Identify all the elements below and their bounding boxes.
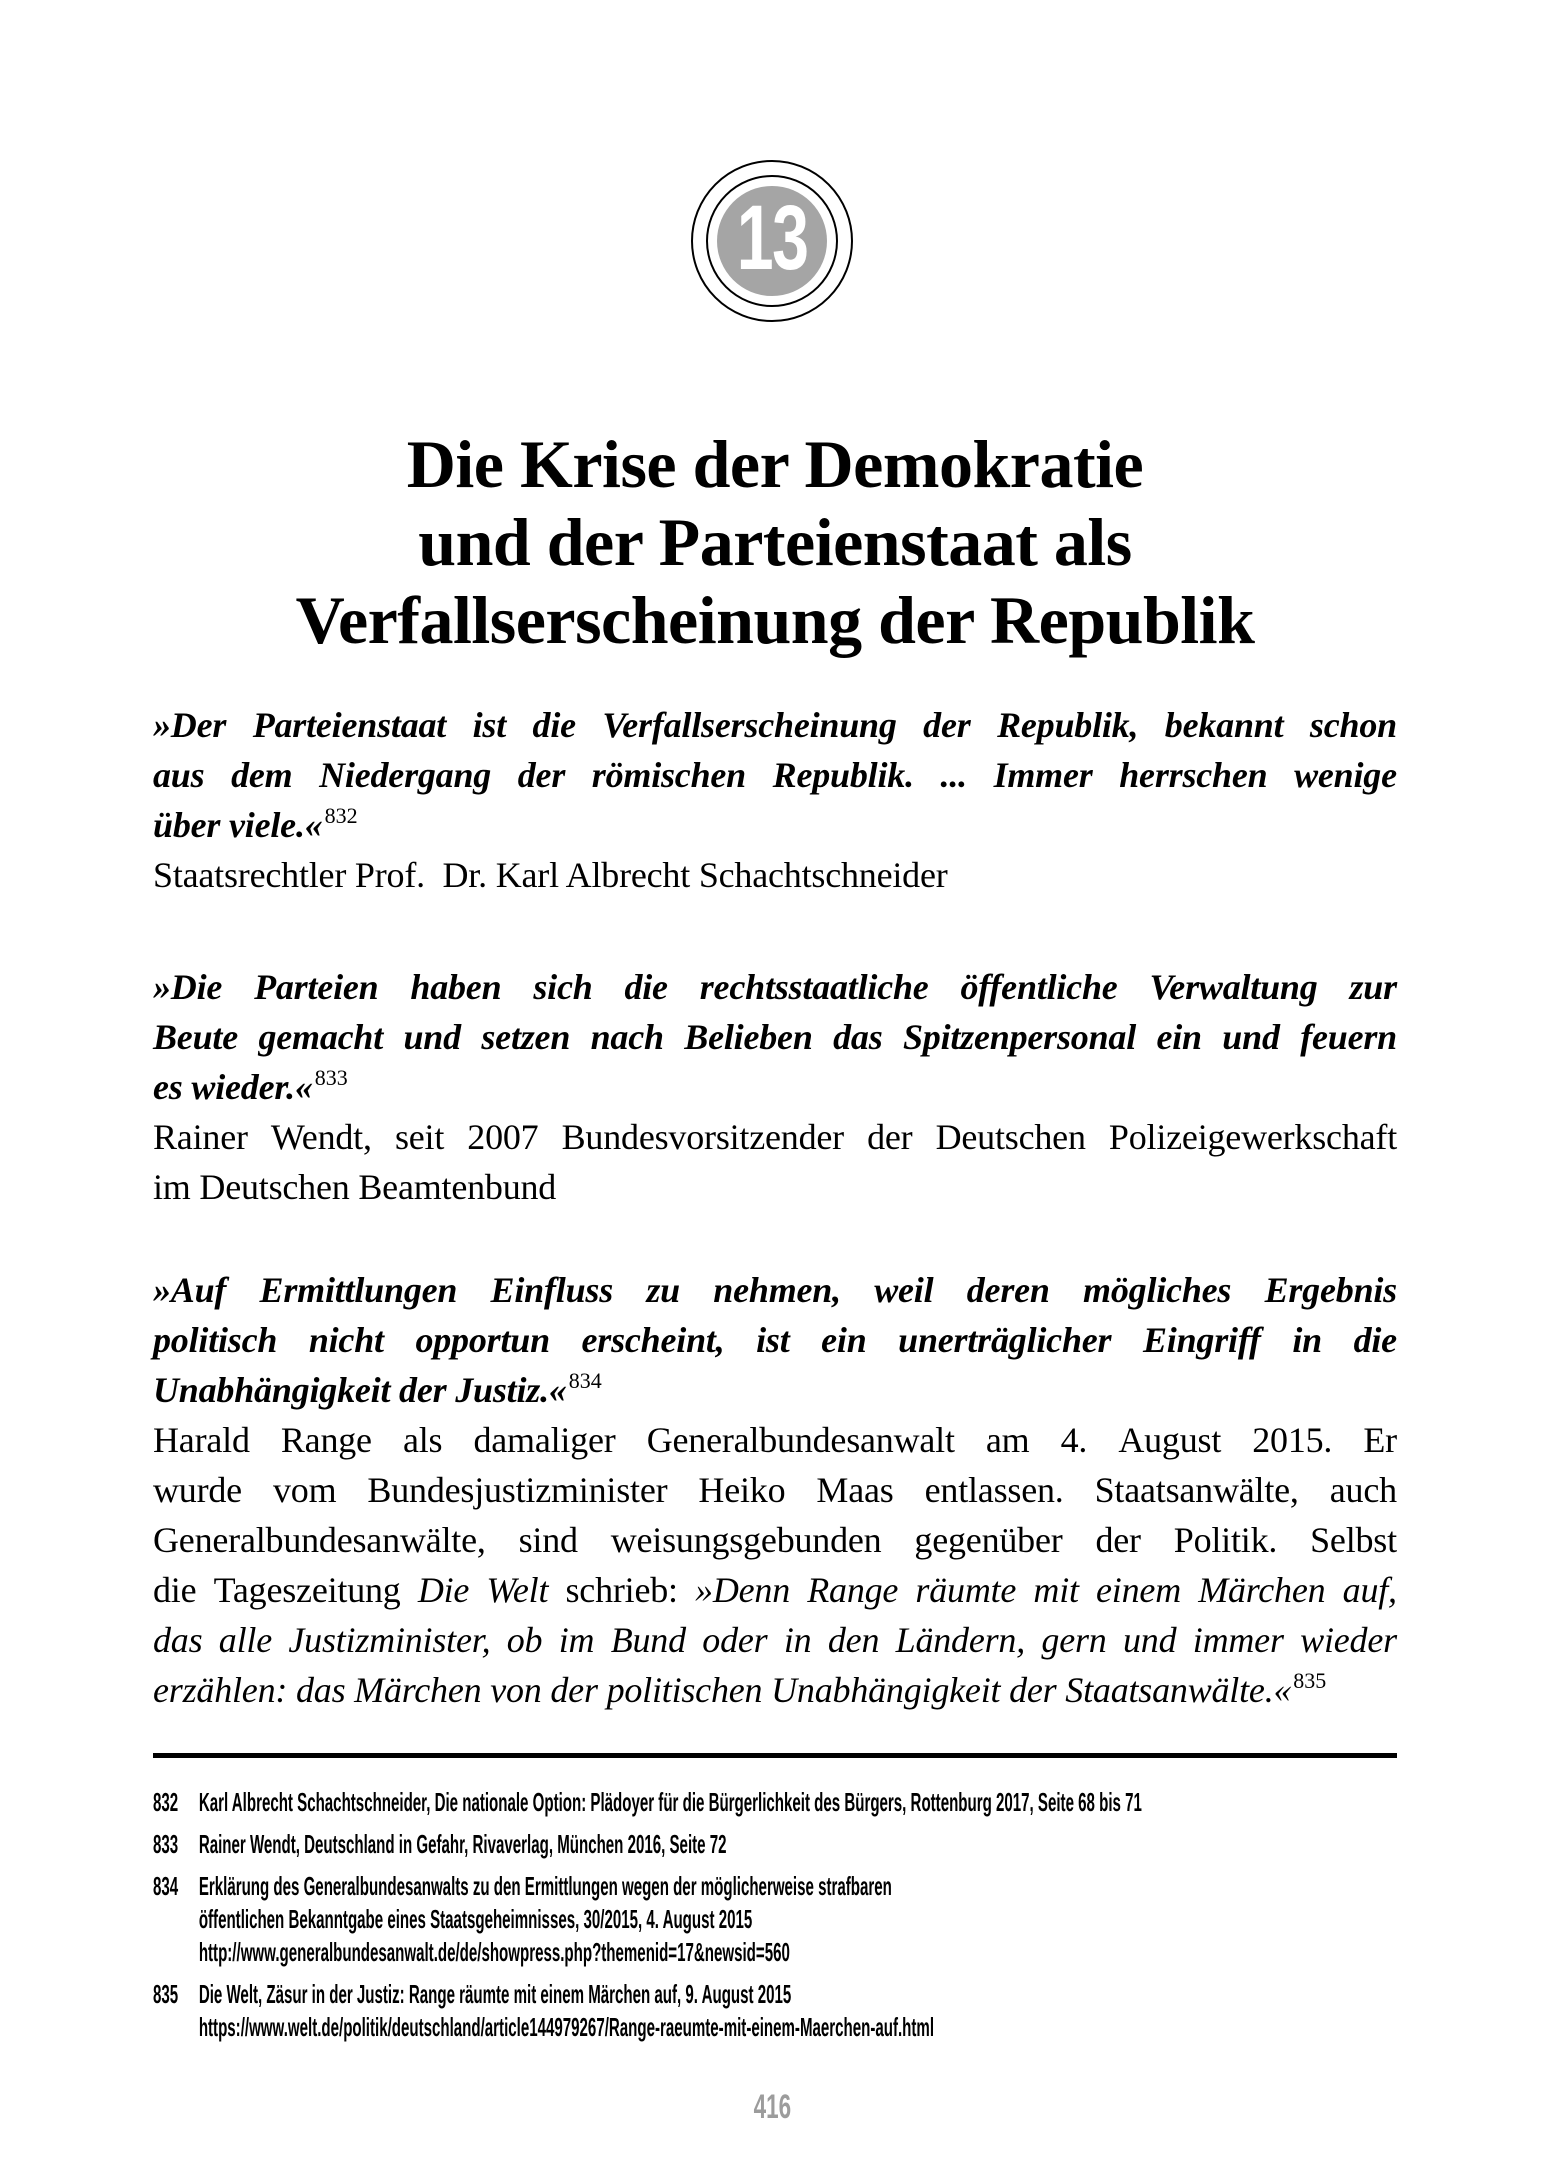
text-segment: Staatsrechtler Prof. Dr. Karl Albrecht Schachtschneider xyxy=(153,855,948,895)
badge-inner-ring xyxy=(706,175,838,307)
word: immer xyxy=(1192,1620,1284,1660)
word: bekannt xyxy=(1164,705,1284,745)
footnote-entry xyxy=(153,1828,1397,1861)
word: Heiko xyxy=(698,1470,786,1510)
word: den xyxy=(827,1620,880,1660)
word: Belieben xyxy=(684,1017,813,1057)
word: das xyxy=(153,1620,203,1660)
footnote-number: 835 xyxy=(153,1979,179,2009)
word: Rainer xyxy=(153,1117,248,1157)
word: räumte xyxy=(915,1570,1017,1610)
word: aus xyxy=(153,755,205,795)
word: wenige xyxy=(1294,755,1397,795)
word: Spitzenpersonal xyxy=(902,1017,1137,1057)
word: der xyxy=(923,705,971,745)
word: seit xyxy=(394,1117,445,1157)
word: mit xyxy=(1033,1570,1079,1610)
word: Niedergang xyxy=(319,755,492,795)
word: weil xyxy=(874,1270,934,1310)
quote-attribution-2 xyxy=(153,1112,1397,1212)
chapter-number: 13 xyxy=(736,187,808,289)
title-line: Verfallserscheinung der Republik xyxy=(295,582,1255,658)
footnote-rule xyxy=(153,1753,1397,1758)
word: auch xyxy=(1329,1470,1397,1510)
badge-circle xyxy=(717,186,827,296)
word: Bundesvorsitzender xyxy=(561,1117,844,1157)
word: Selbst xyxy=(1310,1520,1397,1560)
word: oder xyxy=(702,1620,768,1660)
text-line xyxy=(153,1465,1397,1515)
text-segment: über viele.« xyxy=(153,805,323,845)
word: herrschen xyxy=(1119,755,1268,795)
text-line xyxy=(153,1515,1397,1565)
footnote-number: 833 xyxy=(153,1829,179,1859)
footnote-text xyxy=(199,1828,1397,1861)
text-line xyxy=(153,850,1397,900)
word: ... xyxy=(940,755,967,795)
word: einem xyxy=(1096,1570,1181,1610)
word: Polizeigewerkschaft xyxy=(1108,1117,1397,1157)
word: setzen xyxy=(481,1017,571,1057)
word: der xyxy=(867,1117,913,1157)
text-segment: erzählen: das Märchen von der politischen Unabhängigkeit der Staatsanwälte.« xyxy=(153,1670,1292,1710)
word: der xyxy=(517,755,566,795)
word: Bund xyxy=(610,1620,686,1660)
text-line xyxy=(153,800,1397,850)
text-segment: im Deutschen Beamtenbund xyxy=(153,1167,557,1207)
word: Verfallserscheinung xyxy=(602,705,897,745)
footnote-entry xyxy=(153,1870,1397,1969)
word: Ländern, xyxy=(895,1620,1026,1660)
word: Bundesjustizminister xyxy=(367,1470,668,1510)
word: Märchen xyxy=(1198,1570,1326,1610)
word: römischen xyxy=(591,755,747,795)
word: das xyxy=(833,1017,883,1057)
word: deren xyxy=(966,1270,1050,1310)
footnotes-section xyxy=(153,1786,1397,2044)
word: Tageszeitung xyxy=(213,1570,401,1610)
word: Republik, xyxy=(997,705,1139,745)
word: Harald xyxy=(153,1420,250,1460)
word: weisungsgebunden xyxy=(610,1520,882,1560)
footnote-text xyxy=(199,1978,1397,2044)
footnote-number: 832 xyxy=(153,1787,179,1817)
word: »Denn xyxy=(695,1570,791,1610)
footnote-text xyxy=(199,1786,1397,1819)
word: »Auf xyxy=(153,1270,227,1310)
word: erscheint, xyxy=(581,1320,725,1360)
word: der xyxy=(1095,1520,1141,1560)
word: die xyxy=(153,1570,197,1610)
word: die xyxy=(1353,1320,1397,1360)
word: in xyxy=(1292,1320,1322,1360)
word: nehmen, xyxy=(713,1270,841,1310)
footnote-line: Die Welt, Zäsur in der Justiz: Range räumte mit einem Märchen auf, 9. August 2015 xyxy=(198,1979,792,2009)
text-line xyxy=(153,1615,1397,1665)
footnote-line: öffentlichen Bekanntgabe eines Staatsgeheimnisses, 30/2015, 4. August 2015 xyxy=(198,1904,753,1934)
word: öffentliche xyxy=(960,967,1118,1007)
word: in xyxy=(783,1620,812,1660)
word: nicht xyxy=(308,1320,384,1360)
footnote-entry xyxy=(153,1786,1397,1819)
quote-3 xyxy=(153,1265,1397,1415)
text-line xyxy=(153,962,1397,1012)
page-number: 416 xyxy=(753,2088,791,2126)
word: opportun xyxy=(415,1320,550,1360)
text-line xyxy=(153,700,1397,750)
word: 2015. xyxy=(1252,1420,1333,1460)
word: vom xyxy=(272,1470,337,1510)
word: alle xyxy=(218,1620,272,1660)
word: Range xyxy=(807,1570,899,1610)
footnote-reference: 834 xyxy=(568,1368,602,1393)
word: Generalbundesanwalt xyxy=(646,1420,955,1460)
word: Wendt, xyxy=(270,1117,372,1157)
text-line xyxy=(153,1265,1397,1315)
footnote-reference: 833 xyxy=(314,1065,348,1090)
body-paragraph xyxy=(153,1415,1397,1715)
word: Maas xyxy=(816,1470,894,1510)
footnote-line: Karl Albrecht Schachtschneider, Die nationale Option: Plädoyer für die Bürgerlichkeit des Bürgers, Rottenburg 2017, Seite 68 bis 71 xyxy=(198,1787,1142,1817)
word: Eingriff xyxy=(1142,1320,1261,1360)
word: Staatsanwälte, xyxy=(1094,1470,1299,1510)
quote-1 xyxy=(153,700,1397,850)
quote-attribution-1 xyxy=(153,850,1397,900)
text-line xyxy=(153,1415,1397,1465)
word: Parteienstaat xyxy=(252,705,447,745)
word: im xyxy=(558,1620,595,1660)
word: wurde xyxy=(153,1470,242,1510)
word: und xyxy=(403,1017,461,1057)
word: Ermittlungen xyxy=(259,1270,458,1310)
word: ein xyxy=(821,1320,867,1360)
word: auf, xyxy=(1342,1570,1397,1610)
title-line: Die Krise der Demokratie xyxy=(406,426,1144,502)
text-line xyxy=(153,1112,1397,1162)
word: Justizminister, xyxy=(288,1620,491,1660)
word: Parteien xyxy=(254,967,379,1007)
footnote-number: 834 xyxy=(153,1871,179,1901)
word: Welt xyxy=(486,1570,549,1610)
word: Ergebnis xyxy=(1264,1270,1397,1310)
word: dem xyxy=(231,755,293,795)
word: ob xyxy=(506,1620,543,1660)
word: wieder xyxy=(1300,1620,1397,1660)
text-line xyxy=(153,1162,1397,1212)
word: am xyxy=(985,1420,1030,1460)
footnote-text xyxy=(199,1870,1397,1969)
footnote-line: Erklärung des Generalbundesanwalts zu den Ermittlungen wegen der möglicherweise strafbaren xyxy=(198,1871,892,1901)
word: ist xyxy=(472,705,507,745)
word: Immer xyxy=(993,755,1093,795)
text-line xyxy=(153,1012,1397,1062)
chapter-title xyxy=(153,425,1397,659)
word: »Der xyxy=(153,705,227,745)
word: ein xyxy=(1156,1017,1202,1057)
word: unerträglicher xyxy=(898,1320,1112,1360)
text-segment: es wieder.« xyxy=(153,1067,313,1107)
word: gemacht xyxy=(258,1017,384,1057)
text-segment: Unabhängigkeit der Justiz.« xyxy=(153,1370,567,1410)
word: und xyxy=(1123,1620,1177,1660)
word: und xyxy=(1222,1017,1280,1057)
word: Einfluss xyxy=(490,1270,614,1310)
word: die xyxy=(532,705,576,745)
word: Er xyxy=(1363,1420,1397,1460)
word: mögliches xyxy=(1083,1270,1232,1310)
footnote-line: http://www.generalbundesanwalt.de/de/showpress.php?themenid=17&newsid=560 xyxy=(198,1937,790,1967)
text-line xyxy=(153,1062,1397,1112)
title-line: und der Parteienstaat als xyxy=(418,504,1132,580)
text-line xyxy=(153,1665,1397,1715)
word: zur xyxy=(1349,967,1397,1007)
footnote-line: https://www.welt.de/politik/deutschland/article144979267/Range-raeumte-mit-einem-Maerchen-auf.html xyxy=(198,2012,935,2042)
word: »Die xyxy=(153,967,223,1007)
word: die xyxy=(624,967,668,1007)
chapter-badge xyxy=(0,0,1544,322)
page-number-area xyxy=(0,2090,1544,2124)
footnote-entry xyxy=(153,1978,1397,2044)
text-column xyxy=(153,425,1397,2044)
text-line xyxy=(153,1565,1397,1615)
word: 2007 xyxy=(467,1117,539,1157)
text-line xyxy=(153,750,1397,800)
word: sind xyxy=(518,1520,578,1560)
word: Republik. xyxy=(772,755,914,795)
word: Beute xyxy=(153,1017,238,1057)
badge-outer-ring xyxy=(691,160,853,322)
word: ist xyxy=(756,1320,790,1360)
word: schon xyxy=(1309,705,1397,745)
word: gegenüber xyxy=(914,1520,1063,1560)
word: rechtsstaatliche xyxy=(699,967,929,1007)
word: sich xyxy=(533,967,593,1007)
word: zu xyxy=(646,1270,680,1310)
word: Politik. xyxy=(1173,1520,1278,1560)
footnote-reference: 832 xyxy=(324,803,358,828)
word: schrieb: xyxy=(565,1570,678,1610)
word: entlassen. xyxy=(924,1470,1064,1510)
word: Generalbundesanwälte, xyxy=(153,1520,486,1560)
word: Verwaltung xyxy=(1149,967,1318,1007)
word: 4. xyxy=(1060,1420,1088,1460)
word: damaliger xyxy=(473,1420,616,1460)
word: Deutschen xyxy=(935,1117,1086,1157)
text-line xyxy=(153,1315,1397,1365)
quote-2 xyxy=(153,962,1397,1112)
word: feuern xyxy=(1300,1017,1397,1057)
word: politisch xyxy=(153,1320,278,1360)
word: als xyxy=(402,1420,443,1460)
footnote-line: Rainer Wendt, Deutschland in Gefahr, Rivaverlag, München 2016, Seite 72 xyxy=(198,1829,727,1859)
word: August xyxy=(1118,1420,1222,1460)
word: Die xyxy=(417,1570,470,1610)
text-line xyxy=(153,1365,1397,1415)
word: haben xyxy=(410,967,502,1007)
word: gern xyxy=(1041,1620,1107,1660)
word: nach xyxy=(590,1017,664,1057)
word: Range xyxy=(280,1420,372,1460)
footnote-reference: 835 xyxy=(1293,1668,1327,1693)
